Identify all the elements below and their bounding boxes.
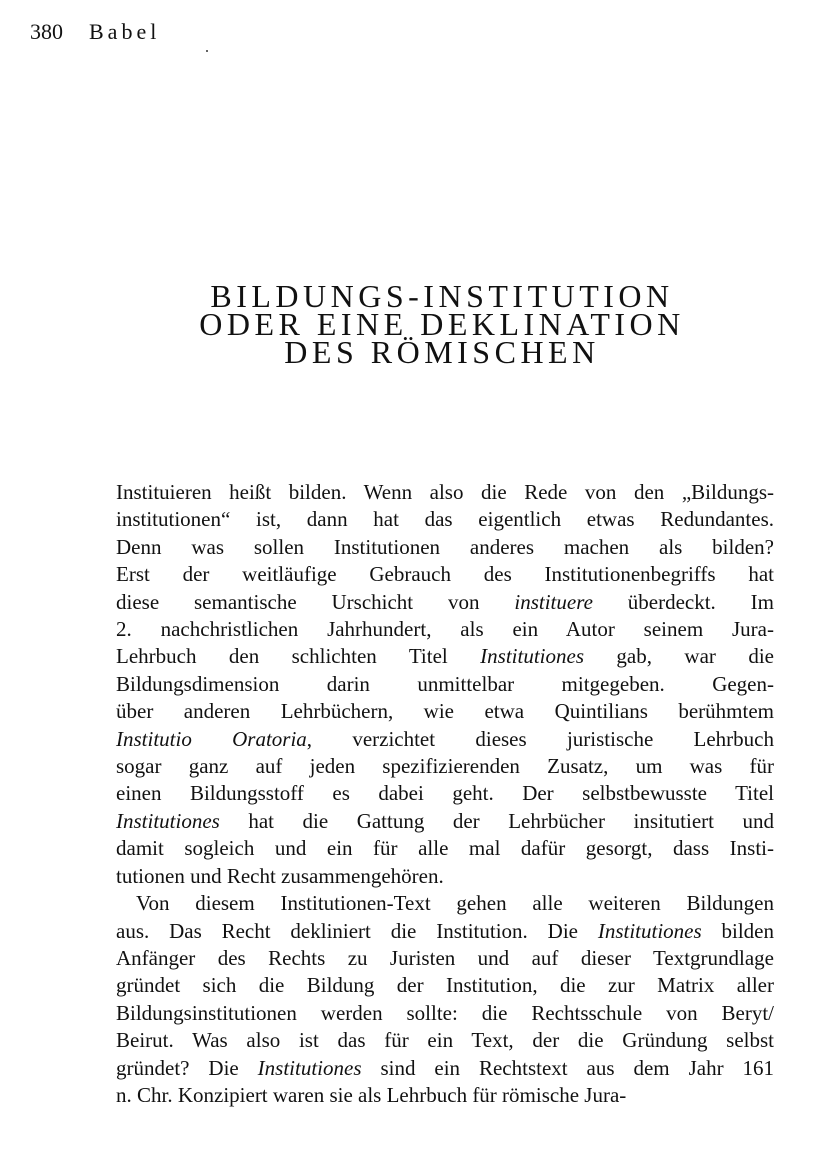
text-run: Von diesem Institutionen-Text gehen alle weiteren Bildungen (136, 891, 774, 916)
text-run: Bildungsinstitutionen werden sollte: die Rechtsschule von Beryt/ (116, 1000, 774, 1025)
text-line (116, 726, 774, 753)
text-line (116, 863, 774, 890)
text-line (116, 808, 774, 835)
text-run: Bildungsdimension darin unmittelbar mitgegeben. Gegen- (116, 671, 774, 696)
text-run: überdeckt. Im (592, 589, 774, 614)
text-line (116, 1000, 774, 1027)
text-line (116, 890, 774, 917)
text-run: 2. nachchristlichen Jahrhundert, als ein Autor seinem Jura- (116, 617, 774, 642)
text-line (116, 780, 774, 807)
text-line (116, 1055, 774, 1082)
paragraph (116, 479, 774, 890)
text-run: gab, war die (584, 644, 774, 669)
italic-run: instituere (514, 589, 593, 614)
text-run: Beirut. Was also ist das für ein Text, der die Gründung selbst (116, 1028, 774, 1053)
text-line (116, 835, 774, 862)
text-line (116, 616, 774, 643)
text-run: Instituieren heißt bilden. Wenn also die Rede von den „Bildungs- (116, 480, 774, 504)
text-line (116, 1027, 774, 1054)
text-run: Anfänger des Rechts zu Juristen und auf dieser Textgrundlage (116, 945, 774, 970)
chapter-title-line: DES RÖMISCHEN (284, 334, 600, 370)
text-line (116, 918, 774, 945)
italic-run: Institutiones (116, 808, 220, 833)
text-run: aus. Das Recht dekliniert die Institution. Die (116, 918, 598, 943)
paragraph (116, 890, 774, 1109)
text-line (116, 561, 774, 588)
text-run: einen Bildungsstoff es dabei geht. Der selbstbewusste Titel (116, 781, 774, 806)
body-text (116, 479, 774, 1109)
page-number: 380 (30, 19, 63, 44)
text-line (116, 643, 774, 670)
text-line (116, 506, 774, 533)
text-line (116, 534, 774, 561)
text-line (116, 1082, 774, 1109)
italic-run: Institutiones (597, 918, 702, 943)
text-run: , verzichtet dieses juristische Lehrbuch (306, 726, 774, 751)
text-run: gründet sich die Bildung der Institution, die zur Matrix aller (116, 973, 774, 998)
text-line (116, 753, 774, 780)
chapter-title-line: ODER EINE DEKLINATION (199, 306, 685, 342)
print-speck (206, 50, 208, 52)
text-line (116, 589, 774, 616)
text-run: sogar ganz auf jeden spezifizierenden Zusatz, um was für (116, 754, 774, 779)
running-title: Babel (89, 19, 161, 44)
text-line (116, 479, 774, 506)
text-run: Denn was sollen Institutionen anderes machen als bilden? (116, 534, 774, 559)
text-run: bilden (701, 918, 775, 943)
text-line (116, 945, 774, 972)
text-run: über anderen Lehrbüchern, wie etwa Quintilians berühmtem (116, 699, 774, 724)
text-run: hat die Gattung der Lehrbücher insitutiert und (219, 808, 774, 833)
italic-run: Institutiones (480, 644, 584, 669)
text-run: diese semantische Urschicht von (116, 589, 515, 614)
chapter-title-line: BILDUNGS-INSTITUTION (210, 278, 674, 314)
chapter-title (110, 278, 774, 370)
text-run: gründet? Die (116, 1055, 258, 1080)
text-line (116, 972, 774, 999)
running-head (30, 18, 160, 46)
text-run: n. Chr. Konzipiert waren sie als Lehrbuch für römische Jura- (116, 1082, 627, 1107)
text-run: sind ein Rechtstext aus dem Jahr 161 (361, 1055, 774, 1080)
text-run: Erst der weitläufige Gebrauch des Institutionenbegriffs hat (116, 562, 774, 587)
text-line (116, 698, 774, 725)
text-run: damit sogleich und ein für alle mal dafür gesorgt, dass Insti- (116, 836, 774, 861)
text-run: tutionen und Recht zusammengehören. (116, 863, 444, 888)
italic-run: Institutio Oratoria (116, 726, 307, 751)
text-line (116, 671, 774, 698)
text-run: Lehrbuch den schlichten Titel (116, 644, 481, 669)
italic-run: Institutiones (257, 1055, 362, 1080)
text-run: institutionen“ ist, dann hat das eigentlich etwas Redundantes. (116, 507, 774, 532)
